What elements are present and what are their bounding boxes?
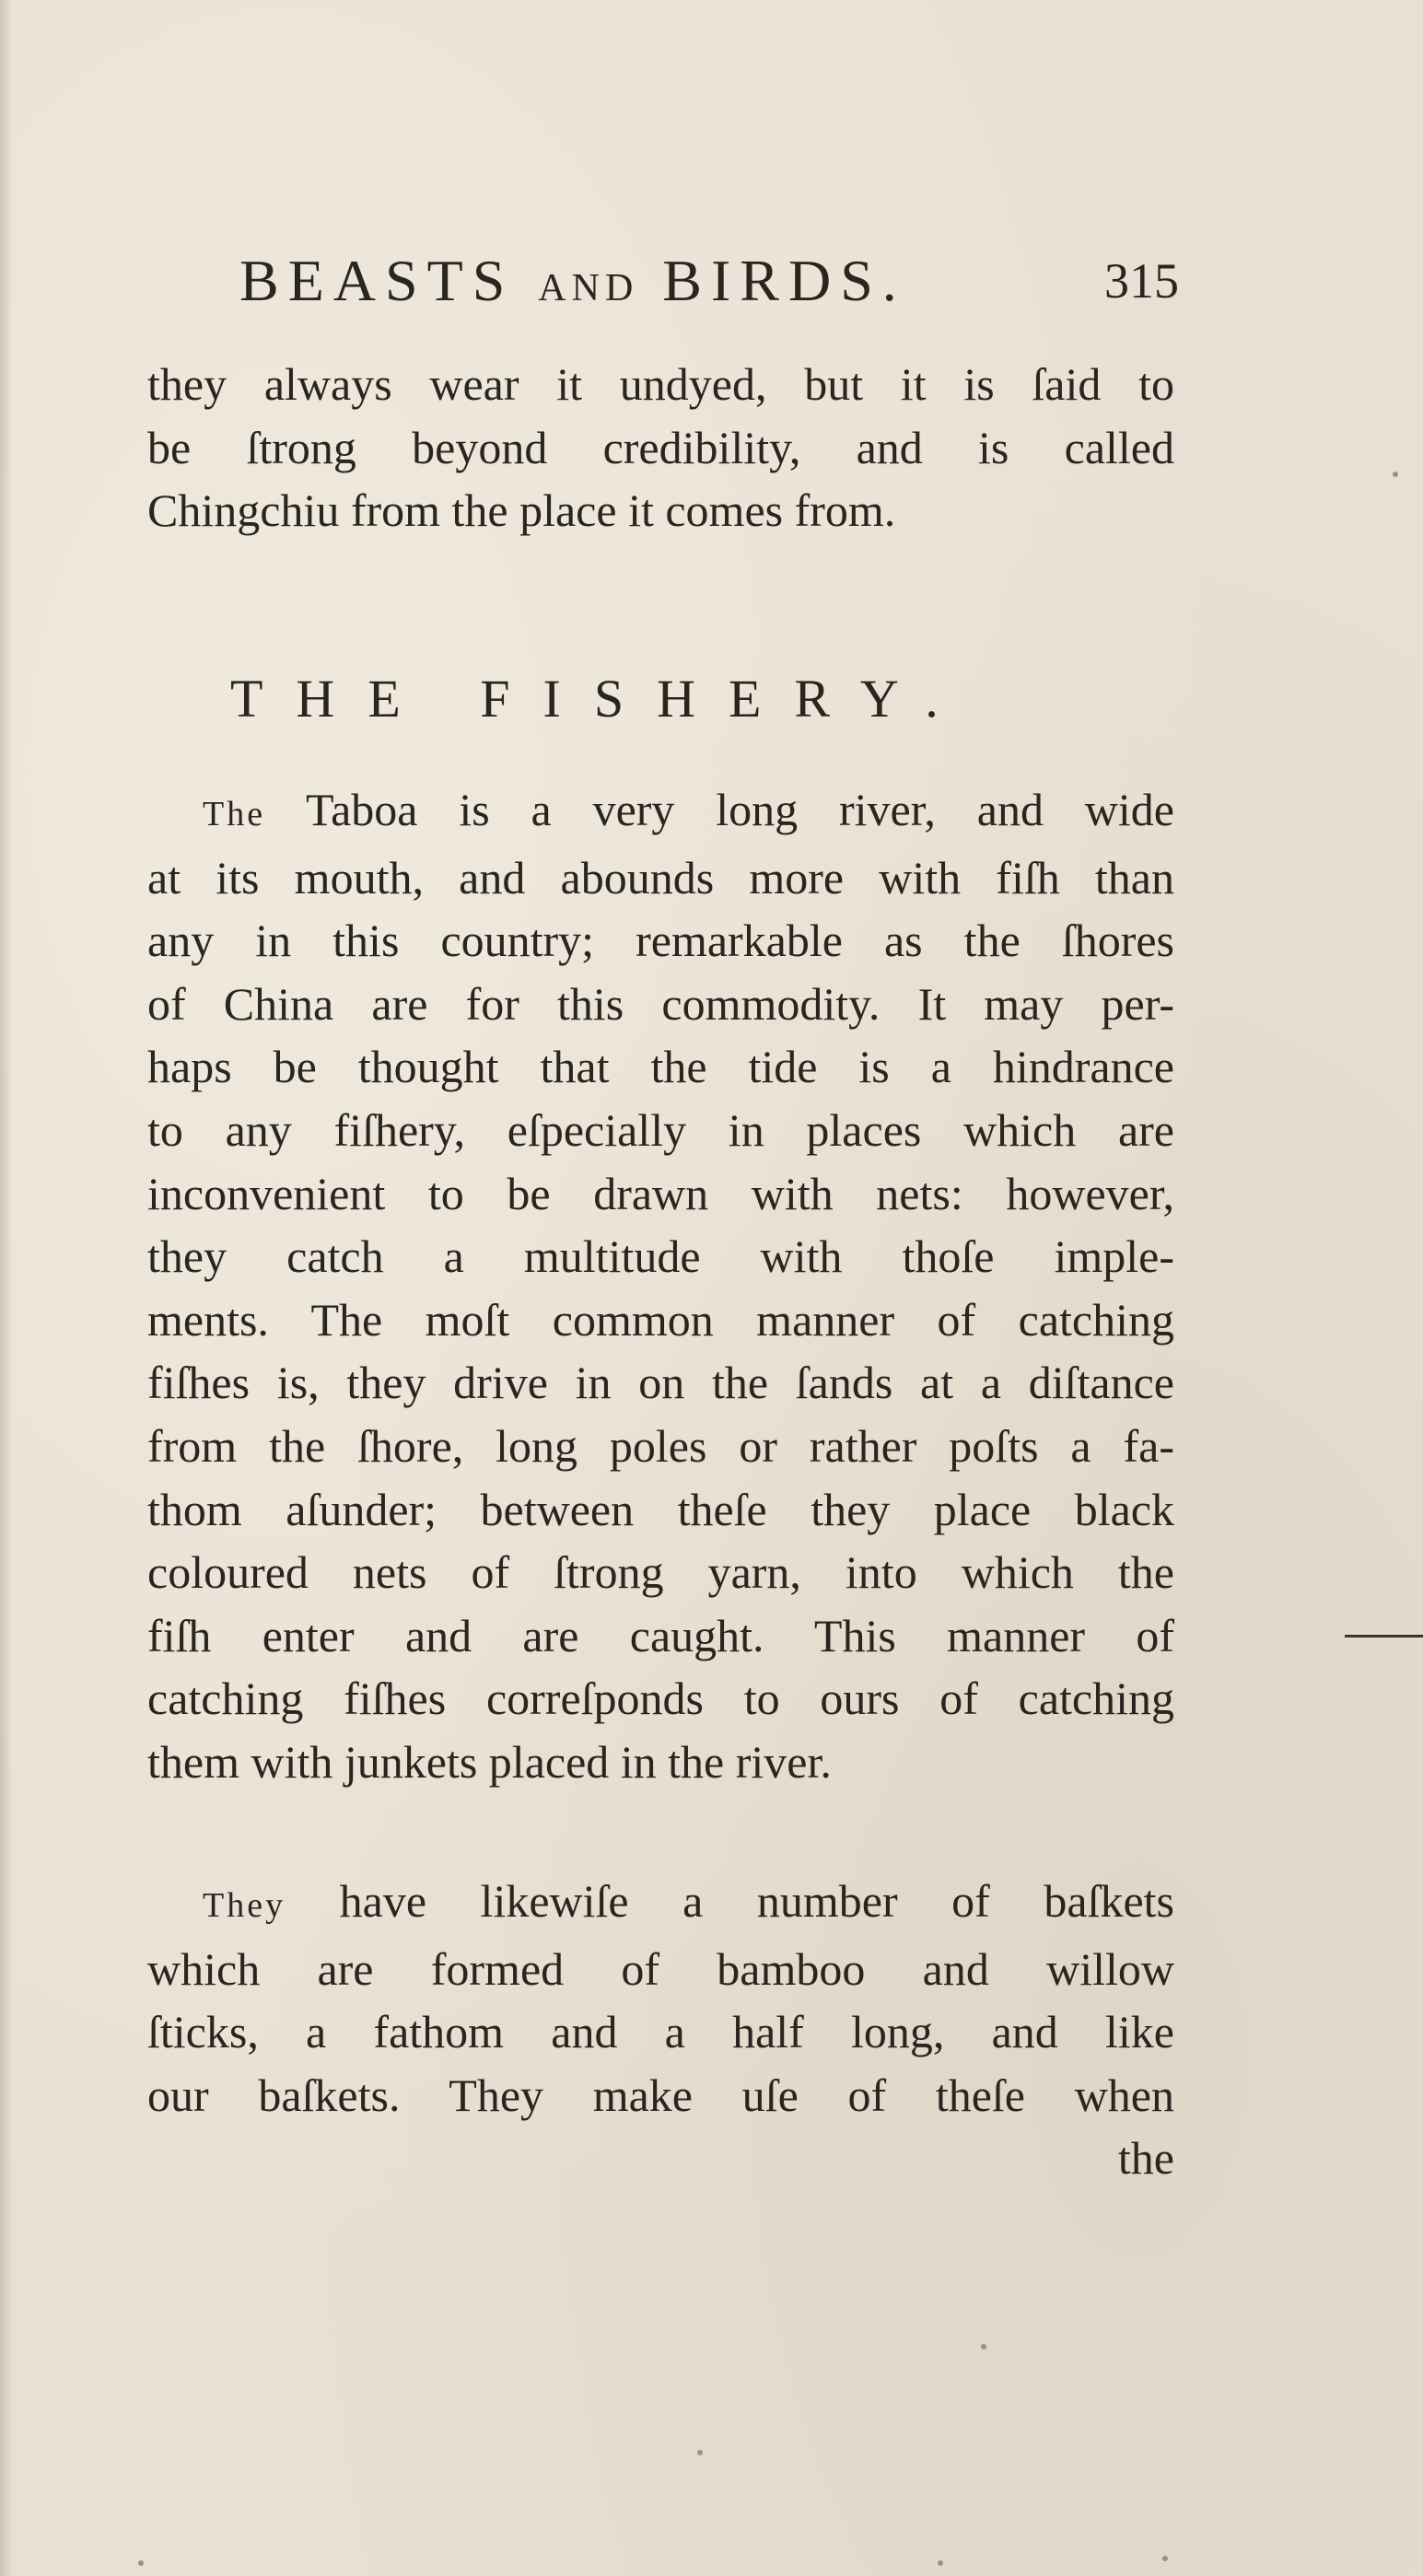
text-line: coloured nets of ſtrong yarn, into which the: [147, 1546, 1174, 1599]
text-line: any in this country; remarkable as the ſhores: [147, 915, 1174, 967]
text-line: They have likewiſe a number of baſkets: [203, 1875, 1174, 1927]
running-title: BEASTS AND BIRDS.: [239, 248, 906, 313]
running-header: [239, 247, 1179, 321]
text-line: catching fiſhes correſponds to ours of catching: [147, 1673, 1174, 1725]
text-line: of China are for this commodity. It may per-: [147, 977, 1174, 1030]
page-number: 315: [1104, 253, 1179, 309]
text-line: fiſhes is, they drive in on the ſands at a diſtance: [147, 1357, 1174, 1409]
paragraph-1: [147, 353, 1174, 542]
text-line: they catch a multitude with thoſe imple-: [147, 1230, 1174, 1283]
text-line: be ſtrong beyond credibility, and is called: [147, 421, 1174, 473]
page-edge-shadow: [0, 0, 13, 2576]
text-line: The Taboa is a very long river, and wide: [203, 784, 1174, 835]
text-line: fiſh enter and are caught. This manner of: [147, 1609, 1174, 1661]
text-line: which are formed of bamboo and willow: [147, 1942, 1174, 1995]
text-line: our baſkets. They make uſe of theſe when: [147, 2069, 1174, 2121]
text-line: Chingchiu from the place it comes from.: [147, 484, 896, 537]
section-heading: THE FISHERY.: [230, 669, 972, 729]
text-line: ments. The moſt common manner of catching: [147, 1293, 1174, 1346]
text-line: they always wear it undyed, but it is ſaid to: [147, 358, 1174, 410]
text-line: them with junkets placed in the river.: [147, 1735, 832, 1788]
text-line: at its mouth, and abounds more with fiſh than: [147, 851, 1174, 903]
paragraph-2: [147, 778, 1174, 1794]
catchword: the: [1117, 2132, 1174, 2185]
text-line: thom aſunder; between theſe they place black: [147, 1483, 1174, 1535]
margin-mark: [1345, 1635, 1423, 1638]
text-line: to any fiſhery, eſpecially in places which are: [147, 1103, 1174, 1156]
text-line: haps be thought that the tide is a hindrance: [147, 1041, 1174, 1093]
paragraph-lead-word: The: [203, 795, 266, 833]
text-line: ſticks, a fathom and a half long, and like: [147, 2006, 1174, 2058]
paragraph-lead-word: They: [203, 1886, 286, 1925]
text-line: inconvenient to be drawn with nets: however,: [147, 1167, 1174, 1219]
paragraph-3: [147, 1870, 1174, 2190]
text-line: from the ſhore, long poles or rather poſts a fa-: [147, 1419, 1174, 1472]
